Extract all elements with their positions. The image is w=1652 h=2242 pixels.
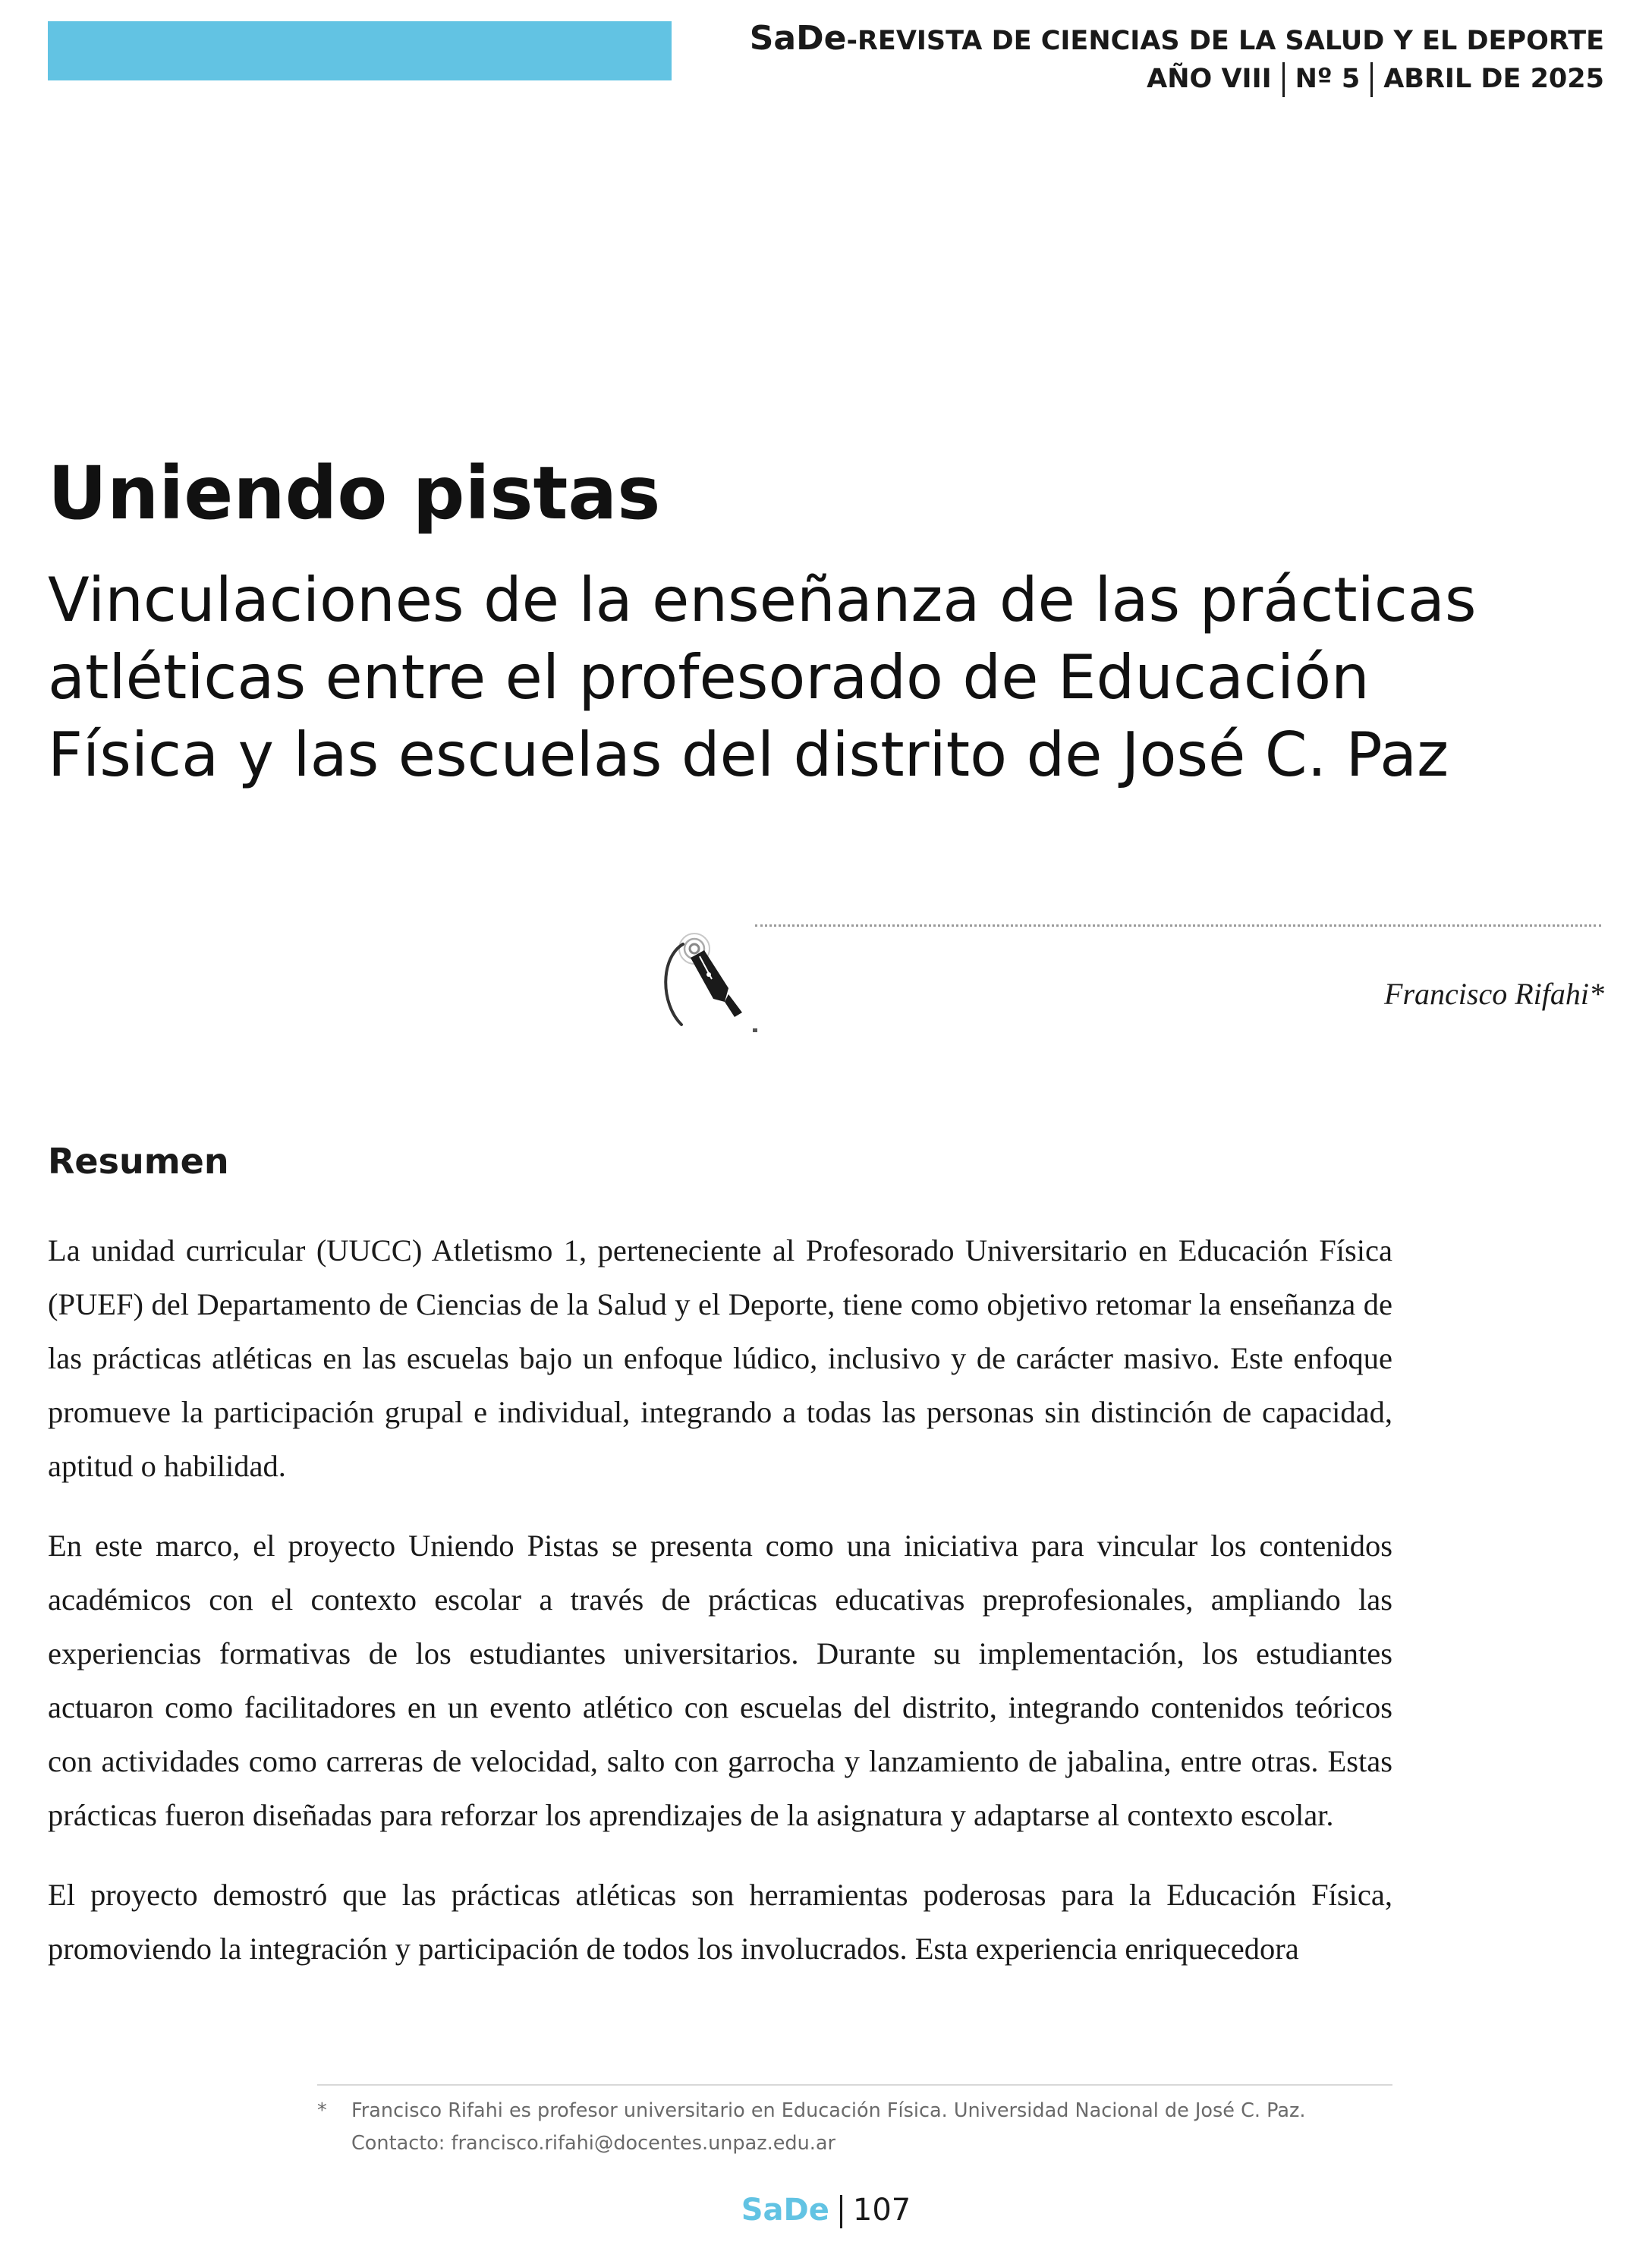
abstract-body [48, 1223, 1392, 2001]
journal-header [750, 20, 1604, 98]
article-author: Francisco Rifahi* [1384, 977, 1604, 1011]
journal-title-line [750, 20, 1604, 60]
abstract-paragraph: La unidad curricular (UUCC) Atletismo 1, perteneciente al Profesorado Universitario en Educación Física (PUEF) del Departamento de Ciencias de la Salud y el Deporte, tiene como objetivo retomar la enseñanza de las prácticas atléticas en las escuelas bajo un enfoque lúdico, inclusivo y de carácter masivo. Este enfoque promueve la participación grupal e individual, integrando a todas las personas sin distinción de capacidad, aptitud o habilidad. [48, 1233, 1392, 1483]
fountain-pen-icon [653, 927, 774, 1041]
footer-separator [840, 2195, 842, 2228]
footnote-divider [317, 2084, 1392, 2086]
journal-year: AÑO VIII [1147, 64, 1272, 94]
header-accent-bar [48, 21, 672, 80]
journal-date: ABRIL DE 2025 [1383, 64, 1604, 94]
page-number: 107 [852, 2193, 911, 2228]
page-footer [0, 2190, 1652, 2230]
journal-brand: SaDe [749, 19, 847, 58]
journal-issue: Nº 5 [1295, 64, 1361, 94]
abstract-paragraph: En este marco, el proyecto Uniendo Pistas se presenta como una iniciativa para vincular los contenidos académicos con el contexto escolar a través de prácticas educativas preprofesionales, ampliando las experiencias formativas de los estudiantes universitarios. Durante su implementación, los estudiantes actuaron como facilitadores en un evento atlético con escuelas del distrito, integrando contenidos teóricos con actividades como carreras de velocidad, salto con garrocha y lanzamiento de jabalina, entre otras. Estas prácticas fueron diseñadas para reforzar los aprendizajes de la asignatura y adaptarse al contexto escolar. [48, 1529, 1392, 1832]
article-subtitle: Vinculaciones de la enseñanza de las prácticas atléticas entre el profesorado de Educación Física y las escuelas del distrito de José C. Paz [48, 565, 1477, 790]
footnote-marker: * [317, 2099, 327, 2122]
journal-name: -REVISTA DE CIENCIAS DE LA SALUD Y EL DEPORTE [846, 26, 1604, 56]
footnote-text: Francisco Rifahi es profesor universitario en Educación Física. Universidad Nacional de José C. Paz. Contacto: francisco.rifahi@docentes.unpaz.edu.ar [351, 2099, 1306, 2155]
article-title: Uniendo pistas [48, 451, 661, 536]
header-separator [1370, 62, 1373, 97]
abstract-heading: Resumen [48, 1141, 229, 1182]
footer-brand: SaDe [741, 2193, 829, 2228]
journal-issue-line [750, 60, 1604, 98]
abstract-paragraph: El proyecto demostró que las prácticas atléticas son herramientas poderosas para la Educación Física, promoviendo la integración y participación de todos los involucrados. Esta experiencia enriquecedora [48, 1878, 1392, 1966]
header-separator [1282, 62, 1285, 97]
footnote [317, 2095, 1392, 2160]
author-divider [755, 924, 1601, 927]
